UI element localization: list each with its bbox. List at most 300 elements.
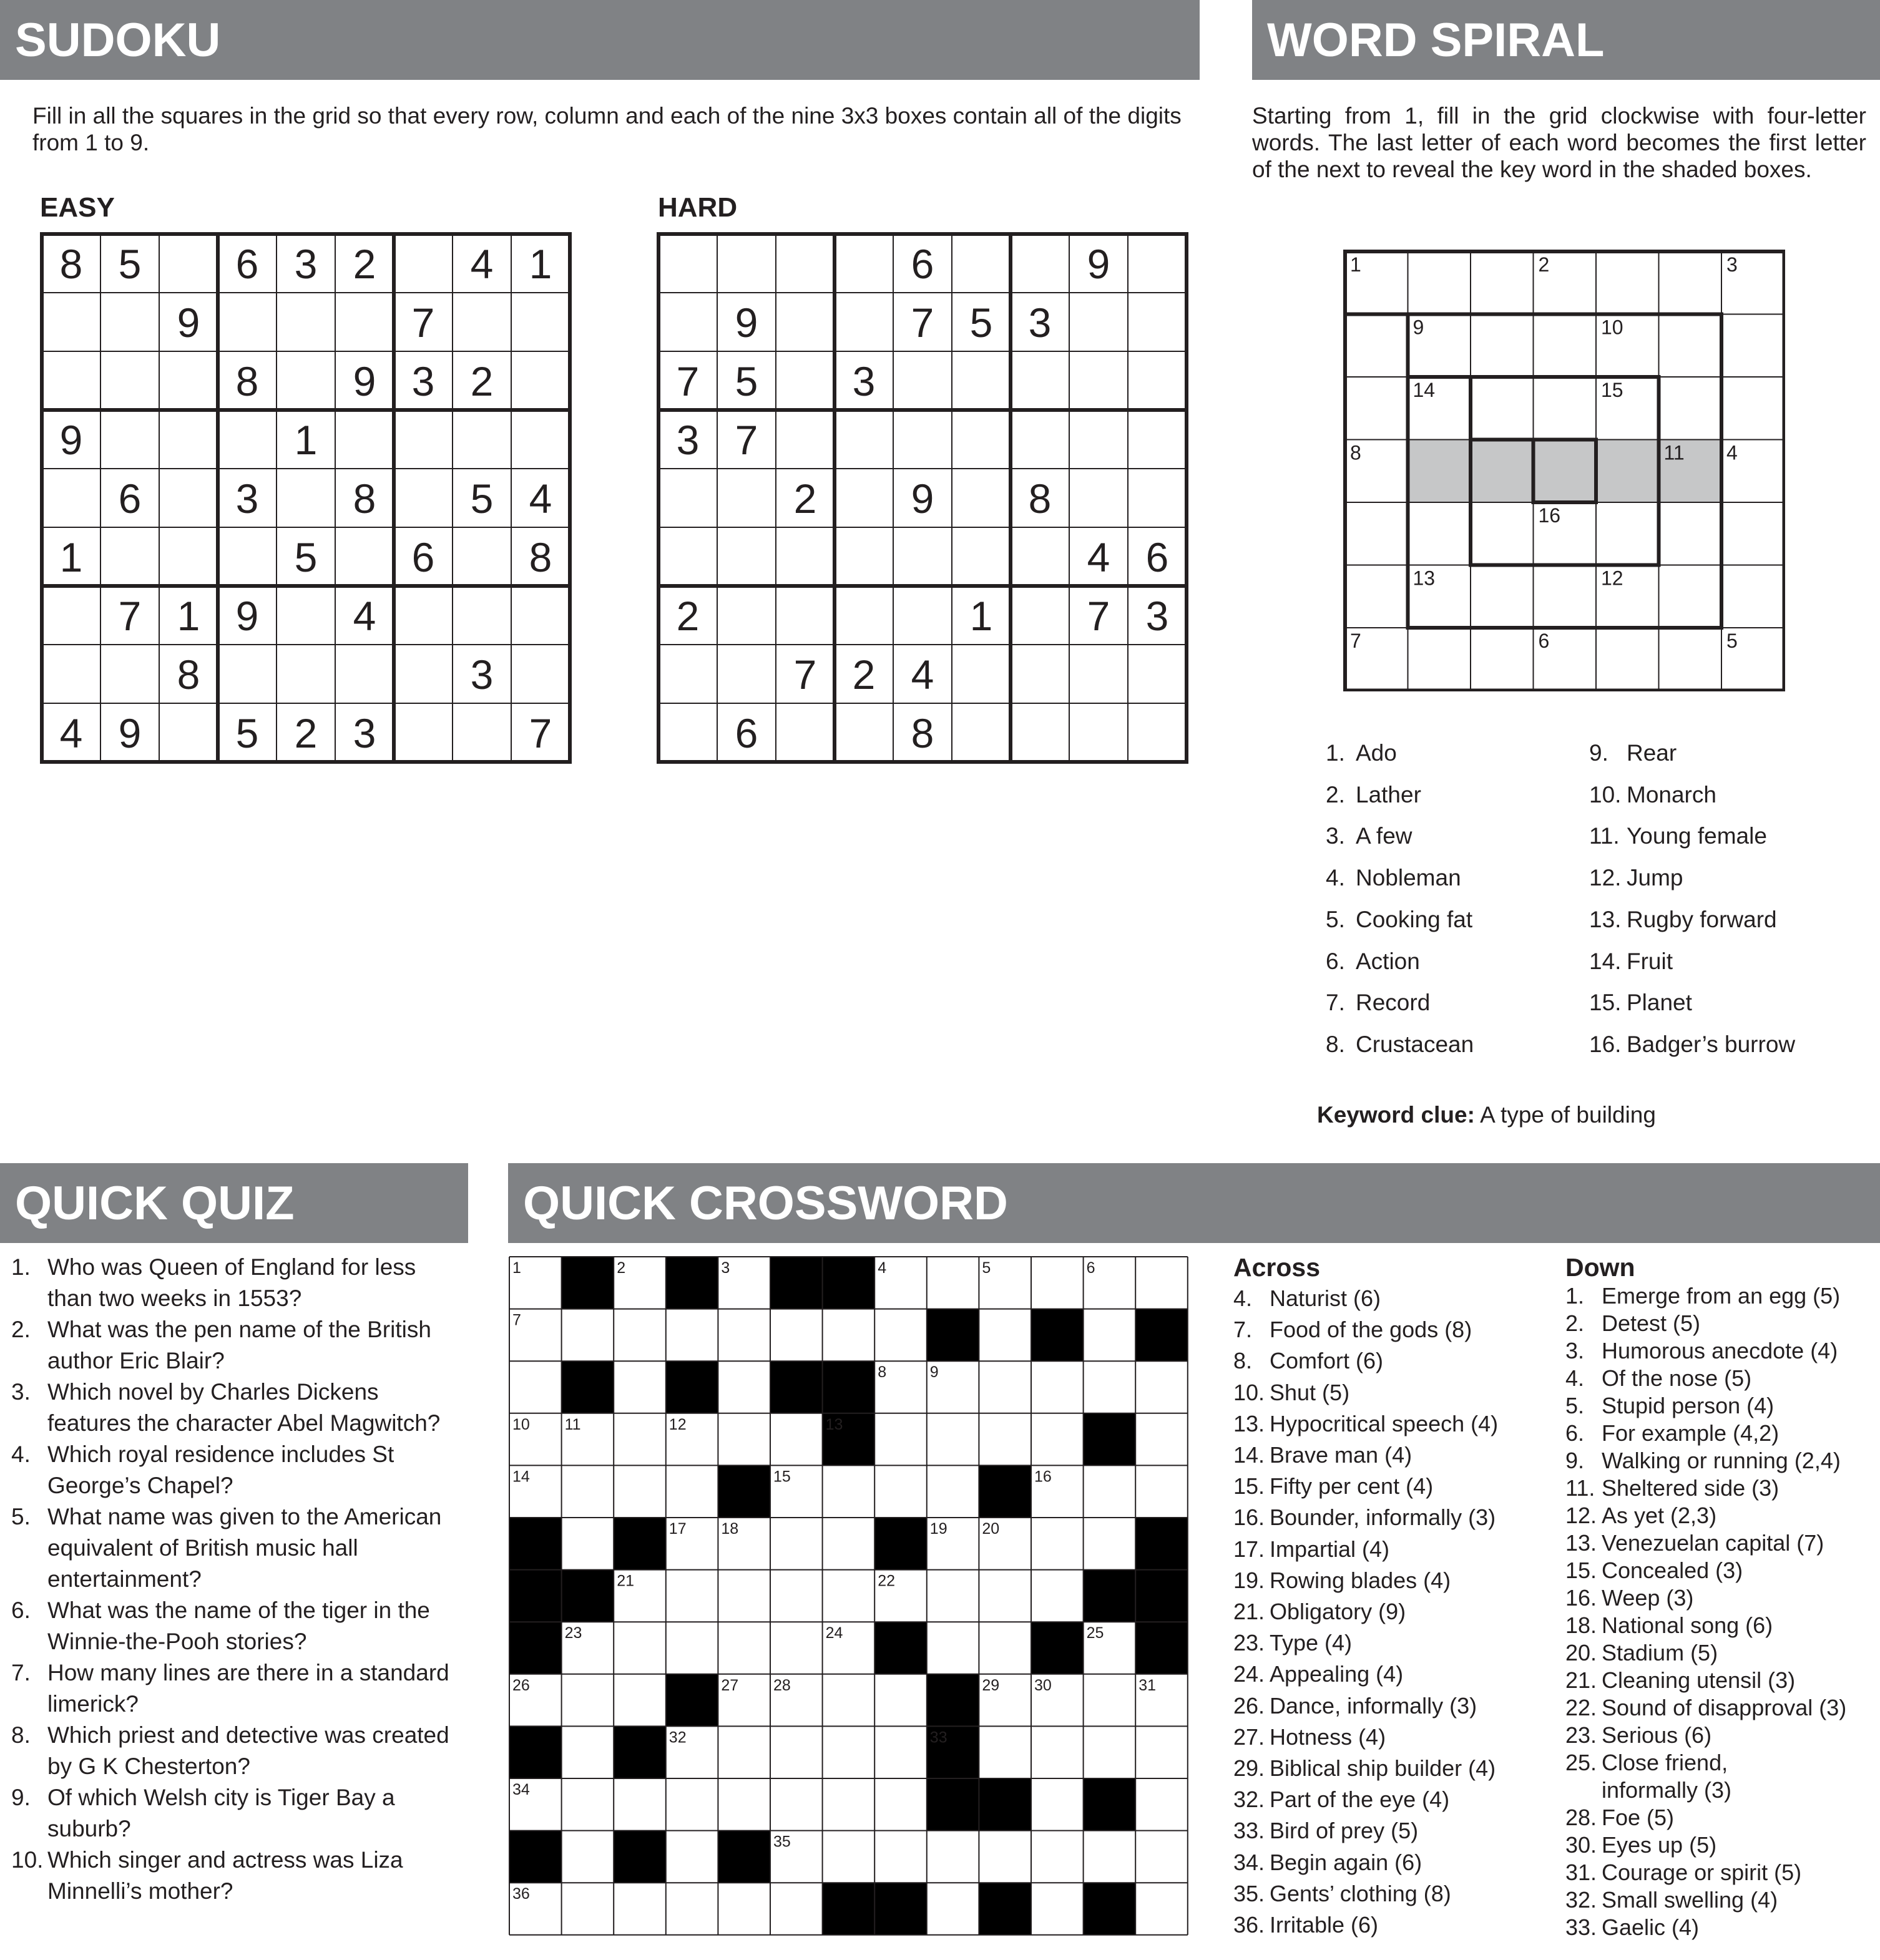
crossword-white-cell[interactable]	[770, 1413, 823, 1466]
easy-sudoku-cell-digit[interactable]: 3	[353, 710, 376, 756]
spiral-clue	[1589, 990, 1692, 1016]
easy-sudoku-cell-digit[interactable]: 4	[529, 475, 552, 522]
easy-sudoku-cell-digit[interactable]: 9	[177, 300, 200, 346]
crossword-black-cell	[823, 1883, 875, 1935]
across-clue-text: Obligatory (9)	[1270, 1599, 1406, 1624]
down-clue	[1565, 1860, 1801, 1886]
crossword-white-cell[interactable]	[1135, 1465, 1188, 1518]
crossword-cell-number: 24	[825, 1624, 843, 1642]
crossword-black-cell	[509, 1570, 562, 1622]
quiz-question-text: What name was given to the American	[47, 1504, 442, 1529]
crossword-black-cell	[509, 1831, 562, 1883]
crossword-white-cell[interactable]	[770, 1778, 823, 1831]
crossword-white-cell[interactable]	[979, 1361, 1031, 1413]
crossword-white-cell[interactable]	[927, 1570, 979, 1622]
easy-sudoku-cell-digit[interactable]: 5	[294, 534, 318, 580]
hard-sudoku-cell-digit[interactable]: 7	[793, 651, 817, 698]
easy-sudoku-cell-digit[interactable]: 3	[470, 651, 494, 698]
easy-sudoku-cell-digit[interactable]: 4	[59, 710, 83, 756]
spiral-cell-number: 10	[1601, 316, 1623, 339]
spiral-clue-number: 5.	[1326, 906, 1345, 932]
across-clue-text: Shut (5)	[1270, 1379, 1350, 1405]
down-clue-text: Eyes up (5)	[1602, 1832, 1717, 1858]
crossword-cell-number: 10	[512, 1415, 530, 1433]
down-clue-number: 31.	[1565, 1860, 1597, 1885]
down-clue	[1565, 1420, 1779, 1446]
crossword-white-cell[interactable]	[979, 1570, 1031, 1622]
down-clue-text: Stadium (5)	[1602, 1640, 1718, 1665]
crossword-white-cell[interactable]	[1084, 1361, 1136, 1413]
crossword-white-cell[interactable]	[718, 1778, 770, 1831]
crossword-black-cell	[979, 1883, 1031, 1935]
crossword-white-cell[interactable]	[666, 1465, 718, 1518]
crossword-white-cell[interactable]	[1135, 1883, 1188, 1935]
down-clue-number: 23.	[1565, 1722, 1597, 1748]
down-clue-text: Of the nose (5)	[1602, 1365, 1752, 1391]
crossword-black-cell	[1084, 1778, 1136, 1831]
crossword-white-cell[interactable]	[823, 1309, 875, 1362]
crossword-white-cell[interactable]	[614, 1622, 666, 1674]
down-clue	[1565, 1695, 1846, 1721]
crossword-white-cell[interactable]	[614, 1361, 666, 1413]
hard-sudoku-cell-digit[interactable]: 7	[1087, 593, 1110, 639]
hard-sudoku-cell-digit[interactable]: 1	[969, 593, 993, 639]
easy-sudoku-cell-digit[interactable]: 1	[177, 593, 200, 639]
crossword-white-cell[interactable]	[927, 1831, 979, 1883]
crossword-white-cell[interactable]	[1135, 1726, 1188, 1778]
quick-quiz-title: QUICK QUIZ	[15, 1176, 295, 1230]
down-clue-text: Small swelling (4)	[1602, 1887, 1778, 1913]
easy-sudoku-cell-digit[interactable]: 9	[59, 417, 83, 463]
spiral-clue-text: Young female	[1627, 823, 1767, 849]
spiral-clue-number: 14.	[1589, 948, 1622, 974]
hard-sudoku-cell-digit[interactable]: 7	[735, 417, 758, 463]
crossword-cell-number: 17	[668, 1520, 687, 1538]
easy-sudoku-cell-digit[interactable]: 5	[118, 241, 142, 287]
crossword-white-cell[interactable]	[562, 1674, 614, 1727]
spiral-clue-number: 13.	[1589, 906, 1622, 932]
crossword-white-cell[interactable]	[770, 1726, 823, 1778]
across-clue	[1233, 1661, 1403, 1687]
crossword-white-cell[interactable]	[562, 1309, 614, 1362]
down-clue-number: 4.	[1565, 1365, 1585, 1391]
crossword-white-cell[interactable]	[562, 1518, 614, 1570]
crossword-black-cell	[1135, 1309, 1188, 1362]
easy-sudoku-cell-digit[interactable]: 7	[529, 710, 552, 756]
crossword-white-cell[interactable]	[1135, 1831, 1188, 1883]
hard-sudoku-cell-digit[interactable]: 8	[911, 710, 934, 756]
down-clue-text: Foe (5)	[1602, 1805, 1675, 1830]
crossword-white-cell[interactable]	[927, 1465, 979, 1518]
crossword-grid[interactable]	[508, 1255, 1188, 1936]
spiral-clue-number: 16.	[1589, 1031, 1622, 1057]
crossword-white-cell[interactable]	[927, 1883, 979, 1935]
keyword-clue-label: Keyword clue:	[1317, 1102, 1475, 1128]
crossword-white-cell[interactable]	[874, 1831, 927, 1883]
hard-sudoku-cell-digit[interactable]: 2	[793, 475, 817, 522]
crossword-white-cell[interactable]	[823, 1831, 875, 1883]
crossword-black-cell	[562, 1570, 614, 1622]
down-clue-text: National song (6)	[1602, 1612, 1773, 1638]
crossword-white-cell[interactable]	[1031, 1778, 1084, 1831]
crossword-white-cell[interactable]	[1135, 1361, 1188, 1413]
across-clue-list	[1233, 1285, 1539, 1947]
crossword-white-cell[interactable]	[770, 1518, 823, 1570]
crossword-white-cell[interactable]	[1135, 1413, 1188, 1466]
crossword-white-cell[interactable]	[718, 1883, 770, 1935]
crossword-cell-number: 33	[929, 1728, 947, 1747]
spiral-clues-left	[1326, 740, 1575, 1065]
easy-sudoku-cell-digit[interactable]: 2	[294, 710, 318, 756]
across-clue-number: 19.	[1233, 1567, 1265, 1593]
quiz-question-number: 1.	[11, 1254, 31, 1280]
easy-sudoku-cell-digit[interactable]: 8	[235, 358, 259, 404]
easy-sudoku-cell-digit[interactable]: 6	[118, 475, 142, 522]
easy-sudoku-cell-digit[interactable]: 8	[529, 534, 552, 580]
crossword-white-cell[interactable]	[927, 1413, 979, 1466]
across-clue-text: Comfort (6)	[1270, 1348, 1384, 1374]
crossword-white-cell[interactable]	[666, 1778, 718, 1831]
easy-sudoku-cell-digit[interactable]: 4	[353, 593, 376, 639]
crossword-black-cell	[927, 1309, 979, 1362]
crossword-white-cell[interactable]	[509, 1361, 562, 1413]
easy-sudoku-cell-digit[interactable]: 9	[353, 358, 376, 404]
across-clue	[1233, 1787, 1449, 1813]
quiz-question-text: Which singer and actress was Liza	[47, 1847, 403, 1873]
crossword-white-cell[interactable]	[823, 1778, 875, 1831]
across-clue-number: 4.	[1233, 1285, 1253, 1311]
crossword-white-cell[interactable]	[1084, 1309, 1136, 1362]
crossword-cell-number: 31	[1138, 1676, 1157, 1694]
crossword-white-cell[interactable]	[562, 1465, 614, 1518]
down-clue-number: 11.	[1565, 1475, 1595, 1501]
hard-sudoku-cell-digit[interactable]: 7	[911, 300, 934, 346]
crossword-white-cell[interactable]	[614, 1674, 666, 1727]
crossword-white-cell[interactable]	[666, 1622, 718, 1674]
crossword-white-cell[interactable]	[718, 1413, 770, 1466]
down-clue	[1565, 1310, 1700, 1337]
hard-sudoku-cell-digit[interactable]: 5	[969, 300, 993, 346]
easy-sudoku-cell-digit[interactable]: 9	[235, 593, 259, 639]
crossword-white-cell[interactable]	[1084, 1674, 1136, 1727]
quick-quiz-header	[0, 1163, 468, 1243]
crossword-white-cell[interactable]	[614, 1883, 666, 1935]
hard-sudoku-cell-digit[interactable]: 3	[852, 358, 876, 404]
crossword-cell-number: 13	[825, 1415, 843, 1433]
crossword-white-cell[interactable]	[562, 1726, 614, 1778]
crossword-black-cell	[1084, 1570, 1136, 1622]
easy-sudoku-cell-digit[interactable]: 6	[411, 534, 435, 580]
easy-sudoku-cell-digit[interactable]: 3	[411, 358, 435, 404]
crossword-white-cell[interactable]	[562, 1778, 614, 1831]
easy-sudoku-cell-digit[interactable]: 2	[470, 358, 494, 404]
crossword-white-cell[interactable]	[823, 1518, 875, 1570]
down-clue-number: 20.	[1565, 1640, 1597, 1665]
easy-sudoku-cell-digit[interactable]: 2	[353, 241, 376, 287]
crossword-black-cell	[823, 1361, 875, 1413]
spiral-cell-number: 5	[1726, 630, 1738, 652]
across-clue-number: 15.	[1233, 1473, 1265, 1499]
crossword-white-cell[interactable]	[666, 1883, 718, 1935]
spiral-cell-number: 3	[1726, 253, 1738, 276]
spiral-cell-number: 13	[1412, 567, 1436, 590]
down-clue	[1565, 1832, 1716, 1858]
quick-crossword-header	[508, 1163, 1880, 1243]
spiral-cell-number: 8	[1350, 441, 1361, 464]
crossword-white-cell[interactable]	[718, 1361, 770, 1413]
crossword-white-cell[interactable]	[770, 1309, 823, 1362]
across-clue-text: Hotness (4)	[1270, 1724, 1386, 1750]
crossword-cell-number: 25	[1086, 1624, 1104, 1642]
down-clue-text: Concealed (3)	[1602, 1558, 1743, 1583]
hard-sudoku-cell-digit[interactable]: 9	[1087, 241, 1110, 287]
down-clue-number: 22.	[1565, 1695, 1597, 1720]
crossword-white-cell[interactable]	[614, 1465, 666, 1518]
across-heading: Across	[1233, 1253, 1321, 1282]
across-clue	[1233, 1693, 1477, 1719]
spiral-clue-text: Crustacean	[1356, 1031, 1474, 1057]
crossword-white-cell[interactable]	[1031, 1413, 1084, 1466]
crossword-white-cell[interactable]	[874, 1309, 927, 1362]
crossword-white-cell[interactable]	[979, 1831, 1031, 1883]
quiz-question-text: Winnie-the-Pooh stories?	[47, 1629, 307, 1654]
crossword-white-cell[interactable]	[979, 1726, 1031, 1778]
crossword-black-cell	[562, 1257, 614, 1309]
down-clue-text: Walking or running (2,4)	[1602, 1448, 1841, 1473]
crossword-black-cell	[927, 1674, 979, 1727]
crossword-cell-number: 7	[512, 1311, 521, 1329]
crossword-white-cell[interactable]	[770, 1570, 823, 1622]
down-clue-text: informally (3)	[1602, 1777, 1732, 1803]
quiz-question-number: 4.	[11, 1441, 31, 1467]
crossword-white-cell[interactable]	[823, 1465, 875, 1518]
across-clue-text: Bounder, informally (3)	[1270, 1504, 1496, 1531]
hard-sudoku-cell-digit[interactable]: 4	[1087, 534, 1110, 580]
crossword-cell-number: 4	[878, 1259, 887, 1277]
spiral-clue-number: 7.	[1326, 990, 1345, 1016]
crossword-white-cell[interactable]	[770, 1622, 823, 1674]
crossword-white-cell[interactable]	[666, 1570, 718, 1622]
crossword-white-cell[interactable]	[823, 1726, 875, 1778]
across-clue-number: 13.	[1233, 1410, 1265, 1436]
crossword-white-cell[interactable]	[614, 1309, 666, 1362]
crossword-white-cell[interactable]	[874, 1465, 927, 1518]
hard-sudoku-cell-digit[interactable]: 2	[676, 593, 700, 639]
hard-sudoku-cell-digit[interactable]: 6	[1145, 534, 1169, 580]
crossword-white-cell[interactable]	[1031, 1883, 1084, 1935]
easy-sudoku-cell-digit[interactable]: 5	[470, 475, 494, 522]
spiral-clue-text: Jump	[1627, 865, 1683, 891]
down-clue-number: 12.	[1565, 1503, 1597, 1528]
easy-sudoku-cell-digit[interactable]: 9	[118, 710, 142, 756]
crossword-white-cell[interactable]	[1135, 1778, 1188, 1831]
crossword-white-cell[interactable]	[1084, 1831, 1136, 1883]
hard-sudoku-cell-digit[interactable]: 4	[911, 651, 934, 698]
down-clue-number: 30.	[1565, 1832, 1597, 1858]
easy-sudoku-cell-digit[interactable]: 3	[294, 241, 318, 287]
crossword-black-cell	[614, 1831, 666, 1883]
across-clue-number: 33.	[1233, 1818, 1265, 1844]
easy-sudoku-cell-digit[interactable]: 8	[59, 241, 83, 287]
hard-sudoku-cell-digit[interactable]: 9	[735, 300, 758, 346]
crossword-white-cell[interactable]	[874, 1674, 927, 1727]
crossword-cell-number: 9	[929, 1363, 939, 1382]
crossword-white-cell[interactable]	[666, 1831, 718, 1883]
hard-sudoku-cell-digit[interactable]: 6	[735, 710, 758, 756]
crossword-white-cell[interactable]	[718, 1622, 770, 1674]
crossword-black-cell	[770, 1257, 823, 1309]
crossword-white-cell[interactable]	[927, 1257, 979, 1309]
across-clue-text: Fifty per cent (4)	[1270, 1473, 1434, 1499]
across-clue-number: 36.	[1233, 1912, 1265, 1938]
spiral-cell-number: 11	[1663, 441, 1685, 464]
crossword-white-cell[interactable]	[718, 1309, 770, 1362]
crossword-cell-number: 18	[721, 1520, 739, 1538]
easy-sudoku-cell-digit[interactable]: 3	[235, 475, 259, 522]
spiral-clue-text: Planet	[1627, 990, 1692, 1016]
easy-sudoku-cell-digit[interactable]: 8	[353, 475, 376, 522]
spiral-clue-text: Rear	[1627, 740, 1677, 766]
easy-sudoku-cell-digit[interactable]: 1	[294, 417, 318, 463]
hard-sudoku-cell-digit[interactable]: 2	[852, 651, 876, 698]
down-clue-number: 15.	[1565, 1558, 1597, 1583]
quiz-question-text: What was the name of the tiger in the	[47, 1597, 430, 1623]
quiz-question-text: Which royal residence includes St	[47, 1441, 394, 1467]
crossword-white-cell[interactable]	[927, 1622, 979, 1674]
across-clue-text: Food of the gods (8)	[1270, 1317, 1472, 1343]
hard-sudoku-cell-digit[interactable]: 5	[735, 358, 758, 404]
crossword-black-cell	[614, 1518, 666, 1570]
crossword-white-cell[interactable]	[823, 1674, 875, 1727]
crossword-black-cell	[509, 1622, 562, 1674]
crossword-white-cell[interactable]	[562, 1831, 614, 1883]
easy-sudoku-cell-digit[interactable]: 4	[470, 241, 494, 287]
hard-sudoku-cell-digit[interactable]: 3	[1028, 300, 1052, 346]
spiral-clue-text: Fruit	[1627, 948, 1673, 974]
quiz-question-text: How many lines are there in a standard	[47, 1660, 449, 1685]
hard-sudoku-grid[interactable]	[657, 232, 1188, 764]
spiral-clue-text: Action	[1356, 948, 1420, 974]
down-clue	[1565, 1283, 1840, 1309]
quiz-question-number: 10.	[11, 1847, 44, 1873]
spiral-clue-number: 3.	[1326, 823, 1345, 849]
spiral-clue	[1326, 865, 1461, 891]
down-clue	[1565, 1612, 1773, 1639]
across-clue-number: 23.	[1233, 1630, 1265, 1656]
crossword-white-cell[interactable]	[666, 1309, 718, 1362]
across-clue-text: Part of the eye (4)	[1270, 1787, 1450, 1813]
crossword-white-cell[interactable]	[1031, 1361, 1084, 1413]
crossword-cell-number: 3	[721, 1259, 730, 1277]
hard-sudoku-cell-digit[interactable]: 6	[911, 241, 934, 287]
easy-sudoku-cell-digit[interactable]: 7	[118, 593, 142, 639]
spiral-clue-number: 10.	[1589, 781, 1622, 807]
crossword-white-cell[interactable]	[979, 1413, 1031, 1466]
across-clue	[1233, 1285, 1381, 1312]
crossword-white-cell[interactable]	[1031, 1831, 1084, 1883]
down-clue	[1565, 1777, 1731, 1803]
across-clue-text: Naturist (6)	[1270, 1285, 1381, 1311]
spiral-clue	[1589, 782, 1716, 808]
easy-sudoku-cell-digit[interactable]: 7	[411, 300, 435, 346]
quiz-question-text: than two weeks in 1553?	[47, 1285, 302, 1311]
crossword-white-cell[interactable]	[823, 1570, 875, 1622]
easy-sudoku-cell-digit[interactable]: 6	[235, 241, 259, 287]
crossword-white-cell[interactable]	[718, 1726, 770, 1778]
hard-sudoku-cell-digit[interactable]: 8	[1028, 475, 1052, 522]
crossword-white-cell[interactable]	[770, 1883, 823, 1935]
crossword-white-cell[interactable]	[1031, 1257, 1084, 1309]
easy-sudoku-cell-digit[interactable]: 1	[59, 534, 83, 580]
down-clue-text: Sheltered side (3)	[1602, 1475, 1780, 1501]
hard-sudoku-cell-digit[interactable]: 3	[676, 417, 700, 463]
easy-sudoku-cell-digit[interactable]: 1	[529, 241, 552, 287]
across-clue	[1233, 1380, 1349, 1406]
crossword-white-cell[interactable]	[874, 1726, 927, 1778]
crossword-white-cell[interactable]	[979, 1622, 1031, 1674]
crossword-cell-number: 35	[773, 1833, 791, 1851]
down-clue	[1565, 1887, 1778, 1913]
crossword-black-cell	[666, 1361, 718, 1413]
crossword-white-cell[interactable]	[874, 1778, 927, 1831]
spiral-clue	[1589, 1031, 1795, 1058]
crossword-white-cell[interactable]	[1084, 1518, 1136, 1570]
crossword-white-cell[interactable]	[1031, 1570, 1084, 1622]
crossword-white-cell[interactable]	[614, 1778, 666, 1831]
crossword-white-cell[interactable]	[718, 1570, 770, 1622]
spiral-clue	[1326, 823, 1412, 849]
spiral-cell-number: 9	[1412, 316, 1424, 339]
hard-sudoku-cell-digit[interactable]: 9	[911, 475, 934, 522]
crossword-cell-number: 19	[929, 1520, 947, 1538]
spiral-clue-text: Cooking fat	[1356, 906, 1473, 932]
crossword-white-cell[interactable]	[562, 1883, 614, 1935]
across-clue-number: 10.	[1233, 1379, 1265, 1405]
hard-sudoku-cell-digit[interactable]: 7	[676, 358, 700, 404]
down-clue	[1565, 1475, 1779, 1501]
easy-sudoku-cell-digit[interactable]: 5	[235, 710, 259, 756]
down-clue-text: Cleaning utensil (3)	[1602, 1667, 1796, 1693]
crossword-black-cell	[979, 1465, 1031, 1518]
crossword-white-cell[interactable]	[614, 1413, 666, 1466]
across-clue-number: 7.	[1233, 1317, 1253, 1343]
crossword-black-cell	[718, 1831, 770, 1883]
down-heading: Down	[1565, 1253, 1635, 1282]
crossword-white-cell[interactable]	[1031, 1726, 1084, 1778]
word-spiral-grid[interactable]	[1343, 250, 1785, 691]
crossword-white-cell[interactable]	[1031, 1518, 1084, 1570]
easy-sudoku-grid[interactable]	[40, 232, 572, 764]
spiral-cell-number: 12	[1601, 567, 1623, 590]
down-clue-number: 1.	[1565, 1283, 1585, 1309]
crossword-white-cell[interactable]	[1084, 1726, 1136, 1778]
hard-sudoku-cell-digit[interactable]: 3	[1145, 593, 1169, 639]
across-clue-text: Irritable (6)	[1270, 1912, 1379, 1938]
crossword-white-cell[interactable]	[1135, 1257, 1188, 1309]
quiz-question-text: by G K Chesterton?	[47, 1753, 250, 1779]
across-clue	[1233, 1881, 1451, 1907]
quiz-question-text: George’s Chapel?	[47, 1473, 233, 1498]
easy-sudoku-cell-digit[interactable]: 8	[177, 651, 200, 698]
crossword-white-cell[interactable]	[874, 1413, 927, 1466]
crossword-black-cell	[614, 1726, 666, 1778]
across-clue-text: Appealing (4)	[1270, 1661, 1404, 1687]
crossword-white-cell[interactable]	[979, 1309, 1031, 1362]
crossword-white-cell[interactable]	[1084, 1465, 1136, 1518]
down-clue	[1565, 1558, 1743, 1584]
crossword-cell-number: 28	[773, 1676, 791, 1694]
across-clue-text: Biblical ship builder (4)	[1270, 1755, 1496, 1781]
